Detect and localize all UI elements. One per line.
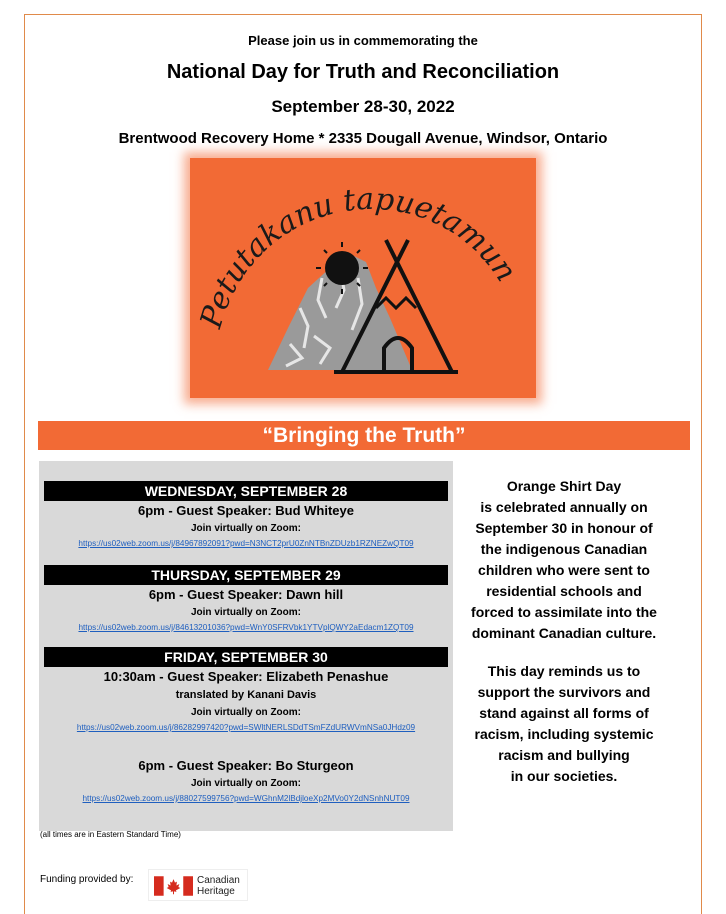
canadian-heritage-logo (148, 869, 248, 901)
day-heading-wednesday: WEDNESDAY, SEPTEMBER 28 (44, 481, 448, 501)
event-location: Brentwood Recovery Home * 2335 Dougall Avenue, Windsor, Ontario (118, 130, 608, 147)
zoom-link-friday-evening[interactable]: https://us02web.zoom.us/j/88027599756?pwd=WGhnM2lBdjloeXp2MVo0Y2dNSnhNUT09 (82, 794, 410, 803)
day-heading-thursday: THURSDAY, SEPTEMBER 29 (44, 565, 448, 585)
text-line: the indigenous Canadian (480, 541, 648, 557)
translator-note: translated by Kanani Davis (175, 689, 317, 701)
text-line: Orange Shirt Day (506, 478, 622, 494)
zoom-join-label: Join virtually on Zoom: (190, 607, 301, 618)
bringing-the-truth-banner: “Bringing the Truth” (38, 421, 690, 450)
timezone-note: (all times are in Eastern Standard Time) (40, 830, 181, 839)
text-line: dominant Canadian culture. (471, 625, 657, 641)
text-line: racism and bullying (498, 747, 630, 763)
text-line: This day reminds us to (487, 663, 641, 679)
canada-flag-icon (154, 876, 193, 896)
sponsor-line: Heritage (197, 886, 235, 897)
text-line: children who were sent to (478, 562, 650, 578)
zoom-link-thursday[interactable]: https://us02web.zoom.us/j/84613201036?pwd=WnY0SFRVbk1YTVplQWY2aEdacm1ZQT09 (78, 623, 414, 632)
text-line: racism, including systemic (474, 726, 654, 742)
speaker-bud-whiteye: 6pm - Guest Speaker: Bud Whiteye (138, 503, 354, 518)
intro-text: Please join us in commemorating the (248, 33, 478, 48)
day-heading-friday: FRIDAY, SEPTEMBER 30 (44, 647, 448, 667)
event-title: National Day for Truth and Reconciliation (166, 61, 560, 83)
zoom-join-label: Join virtually on Zoom: (190, 523, 301, 534)
zoom-link-friday-morning[interactable]: https://us02web.zoom.us/j/86282997420?pwd=SWltNERLSDdTSmFZdURWVmNSa0JHdz09 (76, 723, 416, 732)
logo-script-text: Petutakanu tapuetamun (193, 181, 524, 332)
schedule-panel (39, 461, 453, 831)
text-line: stand against all forms of (479, 705, 649, 721)
zoom-join-label: Join virtually on Zoom: (190, 707, 301, 718)
zoom-join-label: Join virtually on Zoom: (190, 778, 301, 789)
text-line: support the survivors and (477, 684, 651, 700)
orange-shirt-day-paragraph (456, 476, 672, 644)
sun-mountain-teepee-logo (190, 158, 536, 398)
speaker-dawn-hill: 6pm - Guest Speaker: Dawn hill (148, 587, 344, 602)
text-line: September 30 in honour of (475, 520, 653, 536)
event-dates: September 28-30, 2022 (271, 97, 455, 116)
funding-label: Funding provided by: (40, 874, 134, 885)
remembrance-paragraph (456, 661, 672, 787)
text-line: residential schools and (486, 583, 642, 599)
speaker-elizabeth-penashue: 10:30am - Guest Speaker: Elizabeth Penashue (103, 669, 389, 684)
text-line: is celebrated annually on (480, 499, 648, 515)
speaker-bo-sturgeon: 6pm - Guest Speaker: Bo Sturgeon (138, 758, 354, 773)
sponsor-line: Canadian (197, 875, 240, 886)
zoom-link-wednesday[interactable]: https://us02web.zoom.us/j/84967892091?pwd=N3NCT2prU0ZnNTBnZDUzb1RZNEZwQT09 (78, 539, 414, 548)
text-line: forced to assimilate into the (471, 604, 657, 620)
text-line: in our societies. (510, 768, 618, 784)
canadian-heritage-wordmark (197, 875, 240, 897)
